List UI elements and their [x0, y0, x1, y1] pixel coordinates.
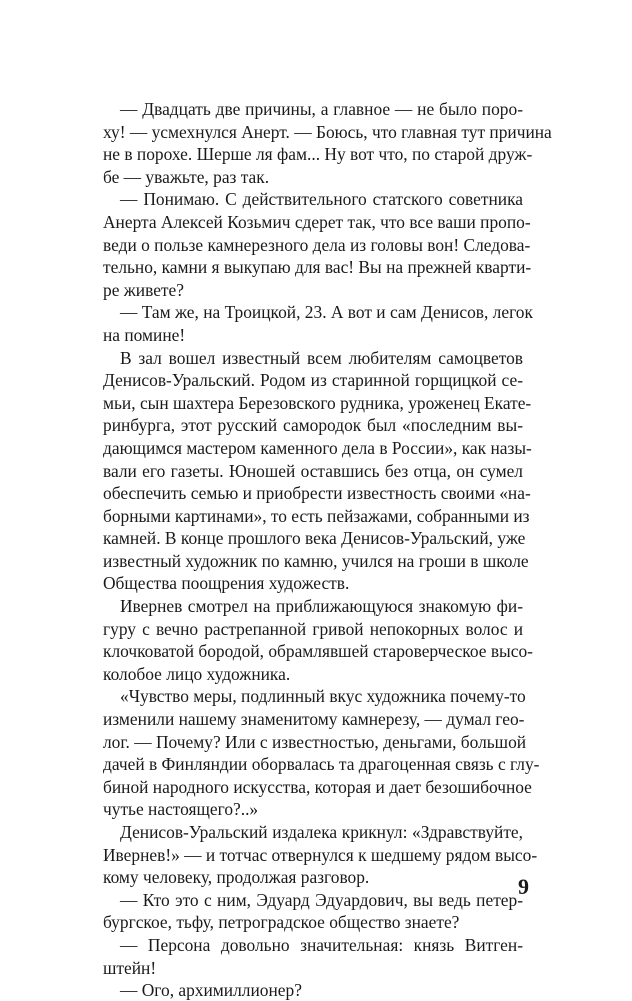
text-line: — Двадцать две причины, а главное — не было поро-	[120, 99, 523, 119]
text-line: колобое лицо художника.	[103, 663, 291, 684]
text-line: Общества поощрения художеств.	[103, 573, 350, 594]
text-line: — Ого, архимиллионер?	[120, 980, 302, 1001]
text-line: биной народного искусства, которая и дает безошибочное	[103, 776, 532, 797]
text-line: штейн!	[103, 957, 157, 978]
text-line: гуру с вечно растрепанной гривой непокорных волос и	[103, 618, 523, 639]
page-number: 9	[518, 874, 529, 899]
text-line: бе — уважьте, раз так.	[103, 166, 270, 187]
text-line: веди о пользе камнерезного дела из головы вон! Следова-	[103, 234, 531, 255]
text-line: тельно, камни я выкупаю для вас! Вы на прежней кварти-	[103, 257, 532, 278]
text-line: не в порохе. Шерше ля фам... Ну вот что, по старой друж-	[103, 144, 533, 165]
text-line: изменили нашему знаменитому камнерезу, — думал гео-	[103, 709, 525, 730]
text-line: ринбурга, этот русский самородок был «последним вы-	[103, 415, 523, 436]
text-line: вали его газеты. Юношей оставшись без отца, он сумел	[103, 460, 523, 481]
text-line: чутье настоящего?..»	[103, 799, 259, 820]
text-line: Денисов-Уральский издалека крикнул: «Здравствуйте,	[120, 822, 523, 842]
text-line: ре живете?	[103, 279, 184, 300]
text-line: Денисов-Уральский. Родом из старинной горщицкой се-	[103, 370, 523, 391]
text-line: — Там же, на Троицкой, 23. А вот и сам Денисов, легок	[120, 302, 533, 323]
text-line: бургское, тьфу, петроградское общество знаете?	[103, 912, 460, 933]
text-line: дачей в Финляндии оборвалась та драгоценная связь с глу-	[103, 754, 540, 775]
text-line: лог. — Почему? Или с известностью, деньгами, большой	[103, 731, 527, 752]
text-line: обеспечить семью и приобрести известность своими «на-	[103, 483, 531, 504]
text-line: дающимся мастером каменного дела в России», как назы-	[103, 437, 532, 458]
text-line: кому человеку, продолжая разговор.	[103, 867, 370, 888]
text-line: на помине!	[103, 324, 186, 345]
text-line: — Персона довольно значительная: князь Витген-	[120, 934, 523, 955]
text-line: мьи, сын шахтера Березовского рудника, уроженец Екате-	[103, 392, 532, 413]
text-line: известный художник по камню, учился на гроши в школе	[103, 550, 529, 571]
text-line: камней. В конце прошлого века Денисов-Уральский, уже	[103, 528, 526, 549]
text-line: Ивернев!» — и тотчас отвернулся к шедшему рядом высо-	[103, 844, 538, 865]
page-text	[103, 98, 552, 1001]
text-line: борными картинами», то есть пейзажами, собранными из	[103, 505, 530, 526]
text-line: — Кто это с ним, Эдуард Эдуардович, вы ведь петер-	[120, 889, 523, 910]
text-line: клочковатой бородой, обрамлявшей староверческое высо-	[103, 641, 533, 662]
text-line: Анерта Алексей Козьмич сдерет так, что все ваши пропо-	[103, 211, 531, 232]
text-line: Ивернев смотрел на приближающуюся знакомую фи-	[120, 596, 523, 617]
text-line: «Чувство меры, подлинный вкус художника почему-то	[120, 686, 526, 707]
text-line: В зал вошел известный всем любителям самоцветов	[120, 347, 523, 368]
text-line: — Понимаю. С действительного статского советника	[120, 189, 523, 210]
text-line: ху! — усмехнулся Анерт. — Боюсь, что главная тут причина	[103, 121, 552, 142]
